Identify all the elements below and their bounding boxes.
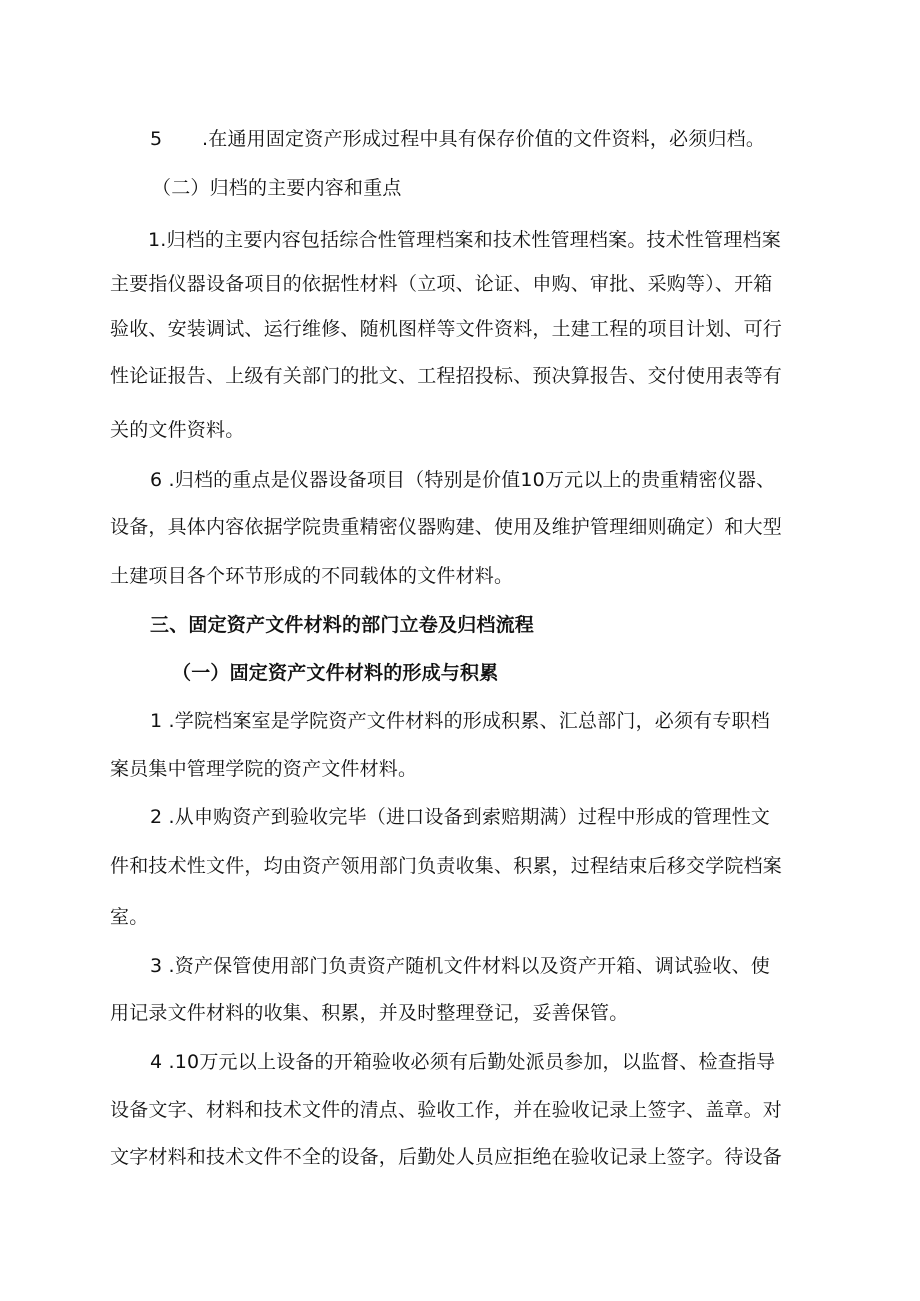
paragraph-line: 4 .10万元以上设备的开箱验收必须有后勤处派员参加，以监督、检查指导 <box>150 1051 776 1073</box>
paragraph-line: 1 .学院档案室是学院资产文件材料的形成积累、汇总部门，必须有专职档 <box>150 710 770 732</box>
paragraph-line: 验收、安装调试、运行维修、随机图样等文件资料，土建工程的项目计划、可行 <box>110 318 783 340</box>
paragraph-line: 案员集中管理学院的资产文件材料。 <box>110 758 418 780</box>
paragraph-line: 主要指仪器设备项目的依据性材料（立项、论证、申购、审批、采购等）、开箱 <box>110 273 773 295</box>
section-subheading: （一）固定资产文件材料的形成与积累 <box>172 662 499 684</box>
paragraph-line: 性论证报告、上级有关部门的批文、工程招投标、预决算报告、交付使用表等有 <box>110 365 783 387</box>
paragraph-line: 2 .从申购资产到验收完毕（进口设备到索赔期满）过程中形成的管理性文 <box>150 806 770 828</box>
paragraph-line: 6 .归档的重点是仪器设备项目（特别是价值10万元以上的贵重精密仪器、 <box>150 469 776 491</box>
section-heading: 三、固定资产文件材料的部门立卷及归档流程 <box>150 614 535 636</box>
paragraph-line: 1.归档的主要内容包括综合性管理档案和技术性管理档案。技术性管理档案 <box>148 229 781 251</box>
item-number: 5 <box>150 128 163 150</box>
paragraph-text: .在通用固定资产形成过程中具有保存价值的文件资料，必须归档。 <box>202 128 766 150</box>
paragraph-line: 3 .资产保管使用部门负责资产随机文件材料以及资产开箱、调试验收、使 <box>150 955 770 977</box>
section-subheading: （二）归档的主要内容和重点 <box>152 177 402 199</box>
paragraph-line: 文字材料和技术文件不全的设备，后勤处人员应拒绝在验收记录上签字。待设备 <box>110 1146 783 1168</box>
paragraph-line: 关的文件资料。 <box>110 419 245 441</box>
list-item-5 <box>150 125 870 153</box>
paragraph-line: 用记录文件材料的收集、积累，并及时整理登记，妥善保管。 <box>110 1002 629 1024</box>
paragraph-line: 设备文字、材料和技术文件的清点、验收工作，并在验收记录上签字、盖章。对 <box>110 1099 783 1121</box>
paragraph-line: 土建项目各个环节形成的不同载体的文件材料。 <box>110 565 514 587</box>
paragraph-line: 室。 <box>110 906 149 928</box>
paragraph-line: 设备，具体内容依据学院贵重精密仪器购建、使用及维护管理细则确定）和大型 <box>110 516 783 538</box>
paragraph-line: 件和技术性文件，均由资产领用部门负责收集、积累，过程结束后移交学院档案 <box>110 855 783 877</box>
